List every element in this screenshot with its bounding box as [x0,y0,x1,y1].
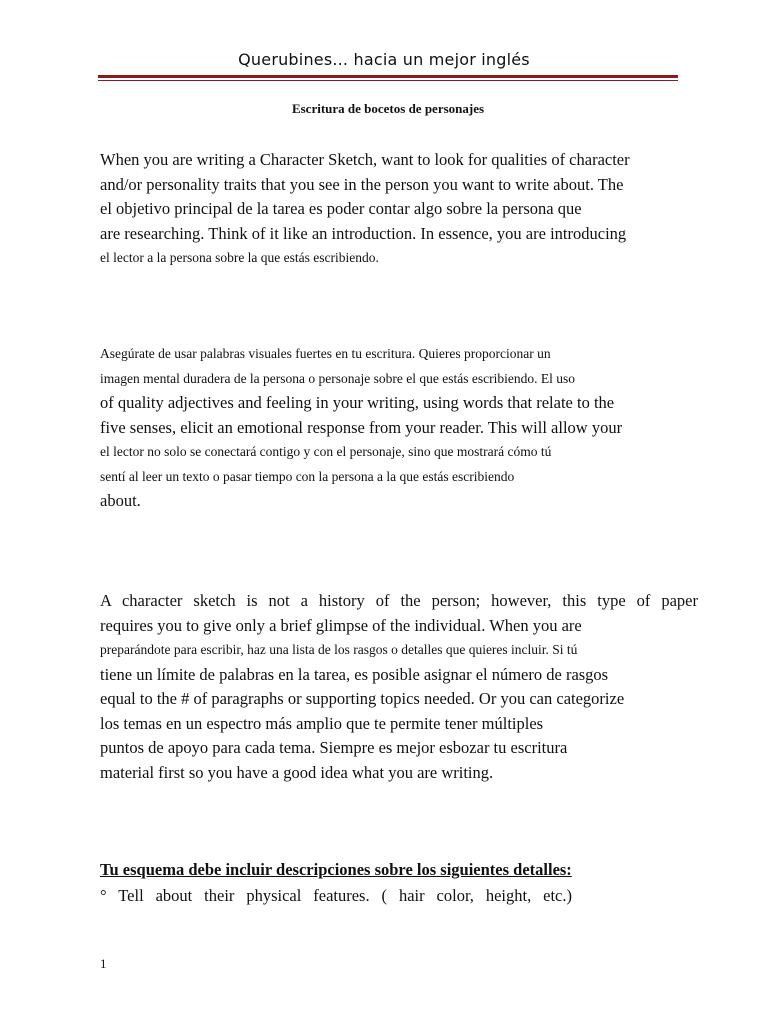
paragraph-line: material first so you have a good idea what you are writing. [100,762,494,782]
paragraph-line: equal to the # of paragraphs or supporting topics needed. Or you can categorize [100,689,625,708]
paragraph-line: A character sketch is not a history of the person; however, this type of paper [100,591,698,610]
document-title: Escritura de bocetos de personajes [291,101,485,116]
page-number: 1 [100,956,107,971]
paragraph-line: el objetivo principal de la tarea es poder contar algo sobre la persona que [100,199,582,218]
paragraph-line: el lector a la persona sobre la que estás escribiendo. [100,250,379,265]
paragraph-line: are researching. Think of it like an introduction. In essence, you are introducing [100,223,627,243]
header-rule-thin [98,80,678,81]
bullet-item: ° Tell about their physical features. ( hair color, height, etc.) [100,886,572,905]
paragraph-line: requires you to give only a brief glimpse of the individual. When you are [100,615,582,635]
paragraph-1 [100,148,700,271]
paragraph-3 [100,589,700,785]
paragraph-line: about. [100,491,141,510]
paragraph-line: puntos de apoyo para cada tema. Siempre es mejor esbozar tu escritura [100,738,568,757]
paragraph-line: los temas en un espectro más amplio que te permite tener múltiples [100,713,544,733]
header-rule-thick [98,75,678,78]
paragraph-line: Asegúrate de usar palabras visuales fuertes en tu escritura. Quieres proporcionar un [100,346,551,361]
paragraph-line: five senses, elicit an emotional response from your reader. This will allow your [100,417,623,437]
page-header-title: Querubines... hacia un mejor inglés [238,50,530,69]
paragraph-line: el lector no solo se conectará contigo y con el personaje, sino que mostrará cómo tú [100,444,552,459]
paragraph-line: tiene un límite de palabras en la tarea, es posible asignar el número de rasgos [100,664,609,684]
paragraph-line: imagen mental duradera de la persona o personaje sobre el que estás escribiendo. El uso [100,370,575,386]
paragraph-line: When you are writing a Character Sketch, want to look for qualities of character [100,150,630,169]
paragraph-line: preparándote para escribir, haz una lista de los rasgos o detalles que quieres incluir. Si tú [100,642,578,657]
paragraph-2 [100,342,700,514]
outline-subheading: Tu esquema debe incluir descripciones sobre los siguientes detalles: [100,860,572,879]
paragraph-line: sentí al leer un texto o pasar tiempo con la persona a la que estás escribiendo [100,468,515,484]
paragraph-line: and/or personality traits that you see in the person you want to write about. The [100,174,624,194]
paragraph-line: of quality adjectives and feeling in your writing, using words that relate to the [100,393,615,412]
